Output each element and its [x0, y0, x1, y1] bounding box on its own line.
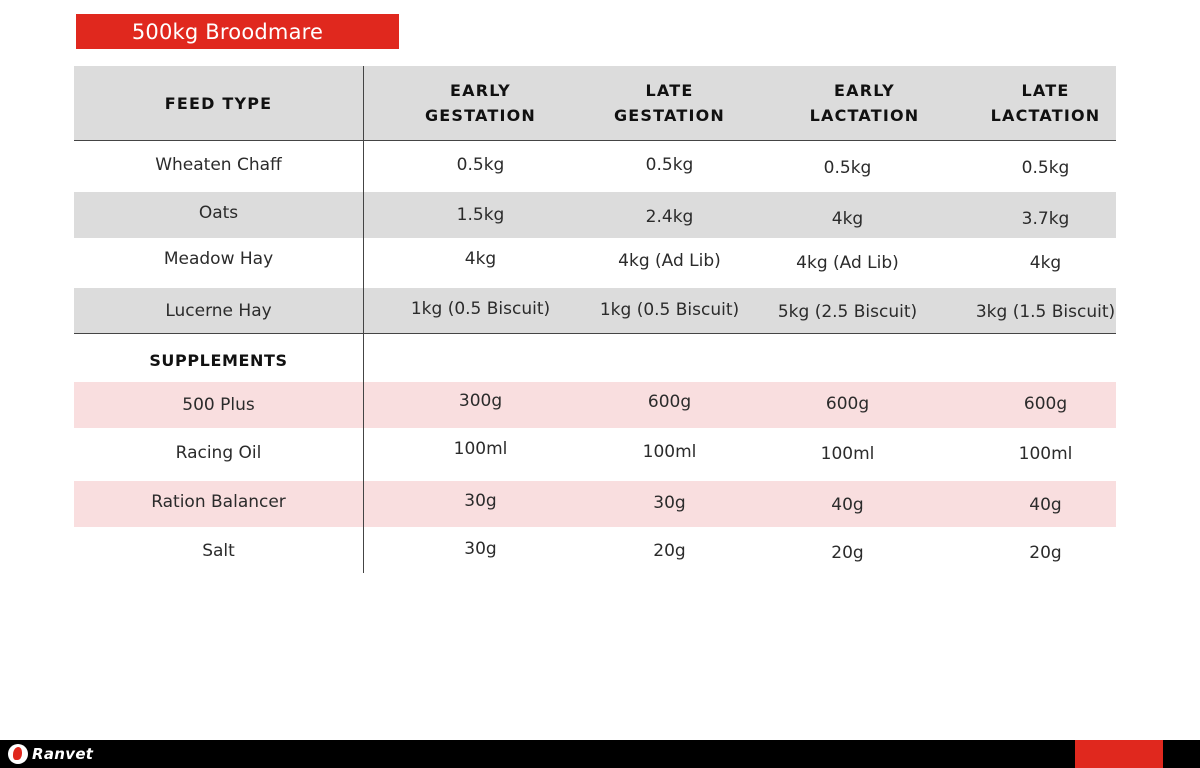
table-cell: 600g [647, 392, 692, 412]
table-cell: 4kg [464, 249, 497, 269]
table-cell: 4kg [831, 209, 864, 229]
table-cell: 5kg (2.5 Biscuit) [777, 301, 918, 322]
table-cell: 4kg [1029, 253, 1062, 273]
table-cell: 20g [1029, 543, 1062, 563]
table-cell: 20g [653, 541, 686, 561]
table-cell: 600g [825, 394, 870, 414]
table-cell: 100ml [820, 444, 875, 464]
header-early-gestation: EARLY GESTATION [424, 81, 537, 125]
horse-head-icon [8, 744, 28, 764]
logo-text: Ranvet [32, 745, 94, 763]
table-cell: 0.5kg [1021, 158, 1070, 178]
header-divider [74, 140, 1116, 141]
table-cell: 30g [464, 491, 497, 511]
supplement-name: Racing Oil [175, 443, 262, 463]
header-early-lactation: EARLY LACTATION [809, 81, 920, 125]
header-late-lactation: LATE LACTATION [990, 81, 1101, 125]
table-cell: 600g [1023, 394, 1068, 414]
table-cell: 1.5kg [456, 205, 505, 225]
table-cell: 2.4kg [645, 207, 694, 227]
footer-bar [0, 740, 1200, 768]
footer-accent [1075, 740, 1163, 768]
header-late-gestation: LATE GESTATION [613, 81, 726, 125]
table-cell: 100ml [1018, 444, 1073, 464]
supplement-name: 500 Plus [182, 395, 255, 415]
table-cell: 3kg (1.5 Biscuit) [975, 301, 1116, 322]
header-feed-type: FEED TYPE [164, 93, 273, 113]
feed-name: Meadow Hay [163, 249, 274, 269]
table-cell: 100ml [453, 439, 508, 459]
table-cell: 30g [464, 539, 497, 559]
table-cell: 100ml [642, 442, 697, 462]
supplement-name: Salt [202, 541, 235, 561]
table-cell: 3.7kg [1021, 209, 1070, 229]
table-cell: 40g [831, 495, 864, 515]
table-cell: 1kg (0.5 Biscuit) [599, 299, 740, 320]
feed-name: Wheaten Chaff [155, 155, 282, 175]
table-cell: 4kg (Ad Lib) [796, 253, 899, 273]
table-cell: 1kg (0.5 Biscuit) [410, 298, 551, 319]
ranvet-logo [8, 743, 93, 765]
column-divider [363, 66, 364, 573]
table-cell: 300g [458, 391, 503, 411]
feed-name: Lucerne Hay [165, 300, 272, 321]
table-cell: 0.5kg [823, 158, 872, 178]
table-cell: 30g [653, 493, 686, 513]
table-cell: 40g [1029, 495, 1062, 515]
table-cell: 0.5kg [645, 155, 694, 175]
supplement-name: Ration Balancer [151, 492, 286, 512]
supplements-heading: SUPPLEMENTS [149, 350, 288, 370]
page-title: 500kg Broodmare [76, 14, 399, 49]
table-cell: 4kg (Ad Lib) [618, 251, 721, 271]
table-cell: 20g [831, 543, 864, 563]
table-cell: 0.5kg [456, 155, 505, 175]
feed-name: Oats [198, 203, 239, 223]
